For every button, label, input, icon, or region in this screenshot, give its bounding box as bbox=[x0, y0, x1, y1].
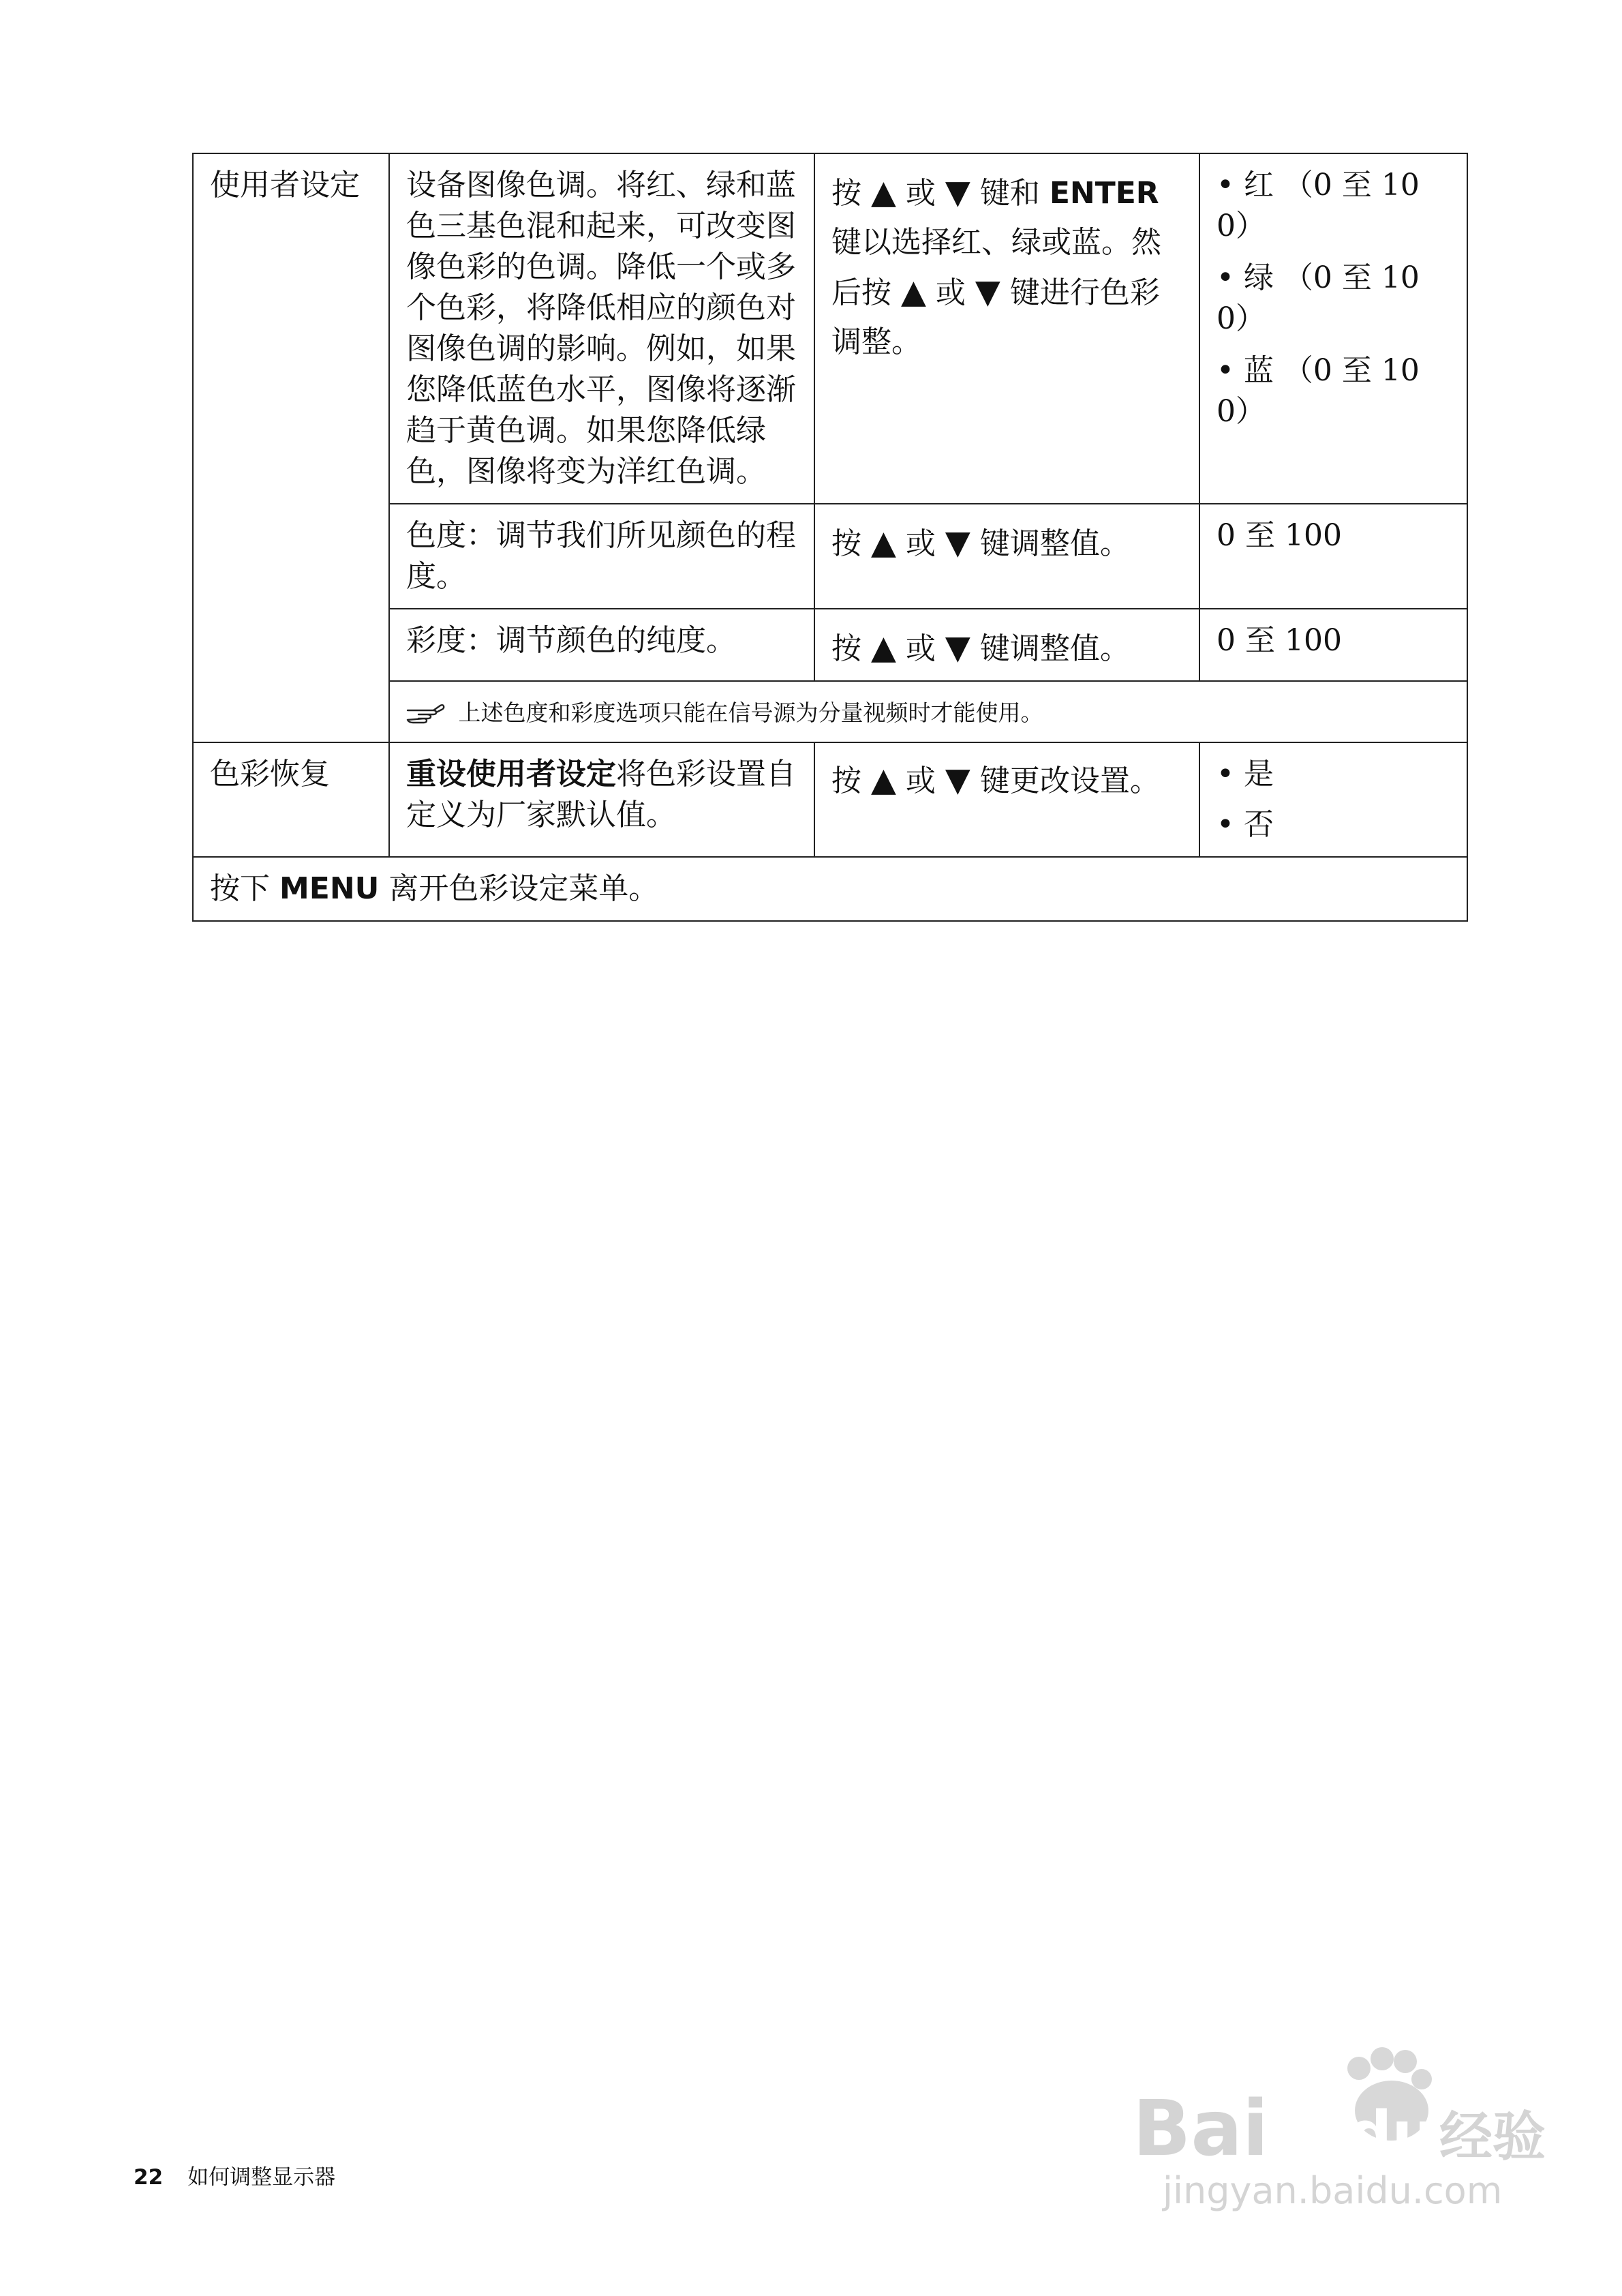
table-row bbox=[193, 153, 1467, 504]
op-text: 键以选择红、绿或蓝。然后按 bbox=[831, 225, 1161, 310]
exit-row bbox=[193, 857, 1467, 921]
item-cell bbox=[193, 742, 389, 857]
op-text: 键调整值。 bbox=[979, 526, 1130, 561]
description-cell bbox=[389, 504, 814, 609]
operation-cell bbox=[814, 153, 1199, 504]
chapter-title: 如何调整显示器 bbox=[187, 2165, 336, 2190]
operation-cell bbox=[814, 609, 1199, 681]
option-no: • 否 bbox=[1216, 807, 1274, 842]
range-green: • 绿 （0 至 100） bbox=[1216, 260, 1420, 336]
down-arrow-icon: ▼ bbox=[945, 173, 970, 211]
description-text: 设备图像色调。将红、绿和蓝色三基色混和起来，可改变图像色彩的色调。降低一个或多个色彩，将降低相应的颜色对图像色调的影响。例如，如果您降低蓝色水平，图像将逐渐趋于黄色调。如果您降低绿色，图像将变为洋红色调。 bbox=[406, 168, 796, 489]
down-arrow-icon: ▼ bbox=[945, 629, 970, 667]
item-cell bbox=[193, 153, 389, 742]
down-arrow-icon: ▼ bbox=[945, 524, 970, 562]
op-text: 键更改设置。 bbox=[979, 764, 1160, 798]
up-arrow-icon: ▲ bbox=[871, 524, 896, 562]
note-cell bbox=[389, 681, 1467, 742]
exit-text: 离开色彩设定菜单。 bbox=[388, 871, 659, 906]
up-arrow-icon: ▲ bbox=[901, 273, 926, 311]
enter-key-label: ENTER bbox=[1049, 176, 1159, 211]
exit-text: 按下 bbox=[210, 871, 270, 906]
description-cell bbox=[389, 153, 814, 504]
op-text: 键和 bbox=[979, 176, 1040, 211]
range-blue: • 蓝 （0 至 100） bbox=[1216, 353, 1420, 429]
up-arrow-icon: ▲ bbox=[871, 629, 896, 667]
down-arrow-icon: ▼ bbox=[945, 761, 970, 799]
page-footer bbox=[134, 2164, 335, 2191]
range-cell bbox=[1199, 504, 1467, 609]
op-text: 按 bbox=[831, 631, 861, 666]
note-text: 上述色度和彩度选项只能在信号源为分量视频时才能使用。 bbox=[458, 699, 1043, 726]
operation-cell bbox=[814, 742, 1199, 857]
up-arrow-icon: ▲ bbox=[871, 173, 896, 211]
settings-table bbox=[192, 153, 1468, 922]
page-number: 22 bbox=[134, 2165, 164, 2190]
op-text: 或 bbox=[905, 176, 936, 211]
range-cell bbox=[1199, 609, 1467, 681]
op-text: 或 bbox=[935, 275, 966, 310]
range-text: 0 至 100 bbox=[1216, 518, 1342, 553]
op-text: 或 bbox=[905, 631, 936, 666]
watermark-text: Bai bbox=[1133, 2085, 1269, 2173]
range-cell bbox=[1199, 153, 1467, 504]
pointing-hand-icon bbox=[406, 702, 446, 732]
table-row bbox=[193, 742, 1467, 857]
description-text: 色度：调节我们所见颜色的程度。 bbox=[406, 518, 796, 594]
baidu-watermark-logo bbox=[1133, 2042, 1555, 2213]
op-text: 按 bbox=[831, 176, 861, 211]
description-text: 将色彩设置自定义为厂家默认值。 bbox=[406, 757, 796, 832]
description-cell bbox=[389, 609, 814, 681]
op-text: 键进行色彩调整。 bbox=[831, 275, 1160, 359]
item-name: 色彩恢复 bbox=[210, 757, 330, 791]
description-text: 彩度：调节颜色的纯度。 bbox=[406, 623, 736, 658]
option-yes: • 是 bbox=[1216, 757, 1274, 791]
op-text: 或 bbox=[905, 526, 936, 561]
op-text: 键调整值。 bbox=[979, 631, 1130, 666]
watermark-url: jingyan.baidu.com bbox=[1163, 2169, 1503, 2212]
op-text: 按 bbox=[831, 526, 861, 561]
options-cell bbox=[1199, 742, 1467, 857]
up-arrow-icon: ▲ bbox=[871, 761, 896, 799]
watermark-text: 经验 bbox=[1439, 2106, 1546, 2168]
operation-cell bbox=[814, 504, 1199, 609]
down-arrow-icon: ▼ bbox=[975, 273, 1000, 311]
menu-key-label: MENU bbox=[279, 871, 380, 906]
exit-cell bbox=[193, 857, 1467, 921]
watermark-text: du bbox=[1348, 2098, 1436, 2170]
description-cell bbox=[389, 742, 814, 857]
op-text: 或 bbox=[905, 764, 936, 798]
item-name: 使用者设定 bbox=[210, 168, 360, 202]
op-text: 按 bbox=[831, 764, 861, 798]
range-text: 0 至 100 bbox=[1216, 623, 1342, 658]
description-bold: 重设使用者设定 bbox=[406, 757, 616, 791]
range-red: • 红 （0 至 100） bbox=[1216, 168, 1420, 243]
